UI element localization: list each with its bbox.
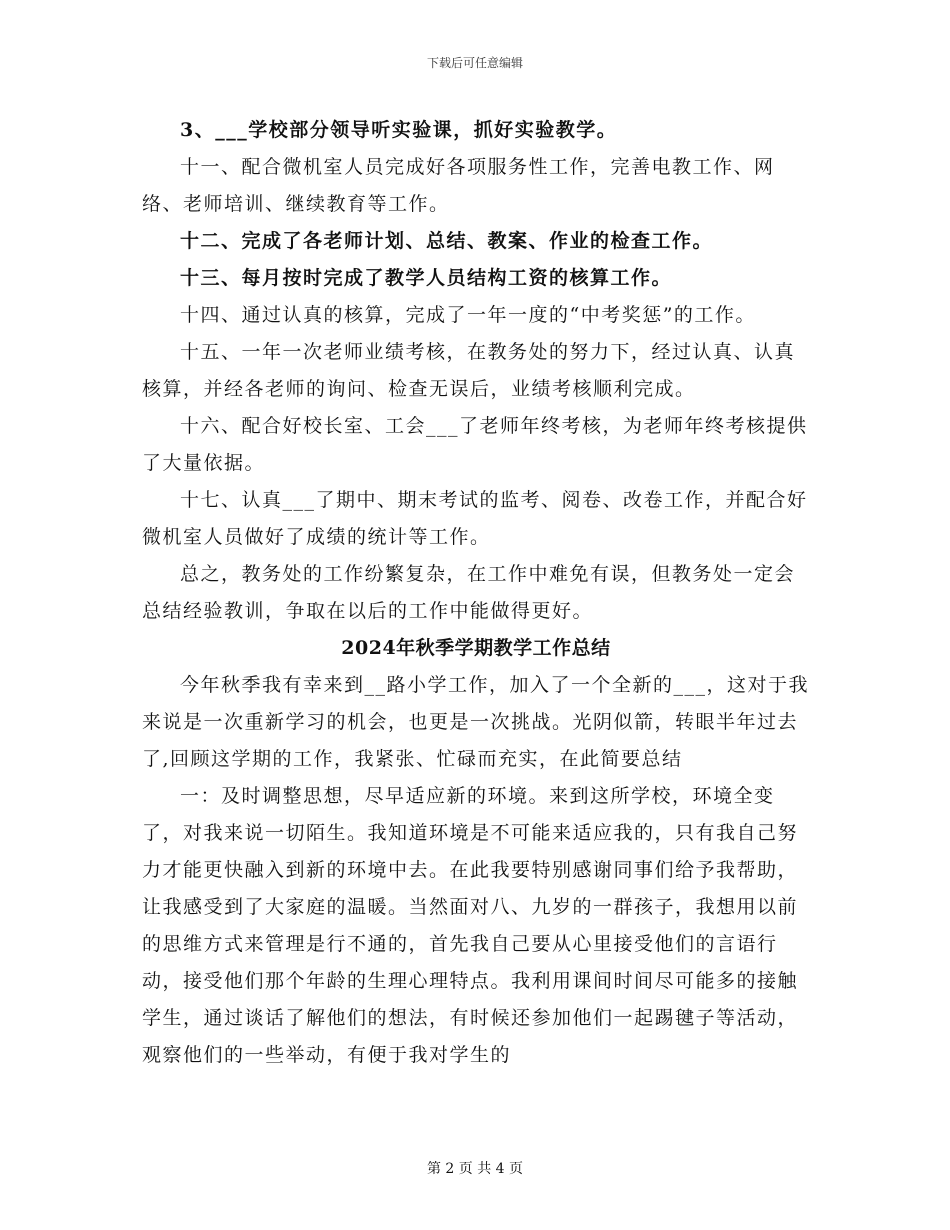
paragraph-item-14-exam-rewards: 十四、通过认真的核算，完成了一年一度的“中考奖惩”的工作。: [180, 304, 756, 326]
paragraph-item-15-performance-review: 十五、一年一次老师业绩考核，在教务处的努力下，经过认真、认真核算，并经各老师的询问、检查无误后，业绩考核顺利完成。: [142, 341, 796, 400]
paragraph-item-12-plan-checks: 十二、完成了各老师计划、总结、教案、作业的检查工作。: [180, 230, 714, 252]
paragraph-item-3-experiment-lessons: 3、___学校部分领导听实验课，抓好实验教学。: [180, 119, 618, 141]
section-intro-paragraph: 今年秋季我有幸来到__路小学工作，加入了一个全新的___，这对于我来说是一次重新学习的机会，也更是一次挑战。光阴似箭，转眼半年过去了,回顾这学期的工作，我紧张、忙碌而充实，在此简要总结: [142, 674, 810, 770]
paragraph-item-11-computer-room: 十一、配合微机室人员完成好各项服务性工作，完善电教工作、网络、老师培训、继续教育等工作。: [142, 156, 775, 215]
section-title: 2024年秋季学期教学工作总结: [341, 637, 611, 659]
paragraph-item-13-salary-calculation: 十三、每月按时完成了教学人员结构工资的核算工作。: [180, 267, 673, 289]
page-header-note: 下载后可任意编辑: [426, 56, 523, 70]
paragraph-item-16-year-end-review: 十六、配合好校长室、工会___了老师年终考核，为老师年终考核提供了大量依据。: [142, 415, 808, 474]
section-body-paragraph: 一：及时调整思想，尽早适应新的环境。来到这所学校，环境全变了，对我来说一切陌生。我知道环境是不可能来适应我的，只有我自己努力才能更快融入到新的环境中去。在此我要特别感谢同事们给予我帮助，让我感受到了大家庭的温暖。当然面对八、九岁的一群孩子，我想用以前的思维方式来管理是行不通的，首先我自己要从心里接受他们的言语行动，接受他们那个年龄的生理心理特点。我利用课间时间尽可能多的接触学生，通过谈话了解他们的想法，有时候还参加他们一起踢毽子等活动，观察他们的一些举动，有便于我对学生的: [142, 785, 799, 1066]
paragraph-conclusion: 总之，教务处的工作纷繁复杂，在工作中难免有误，但教务处一定会总结经验教训，争取在以后的工作中能做得更好。: [142, 563, 796, 622]
page-footer-number: 第 2 页 共 4 页: [426, 1161, 524, 1177]
document-body: [142, 112, 810, 1074]
paragraph-item-17-exam-grading: 十七、认真___了期中、期末考试的监考、阅卷、改卷工作，并配合好微机室人员做好了成绩的统计等工作。: [142, 489, 808, 548]
